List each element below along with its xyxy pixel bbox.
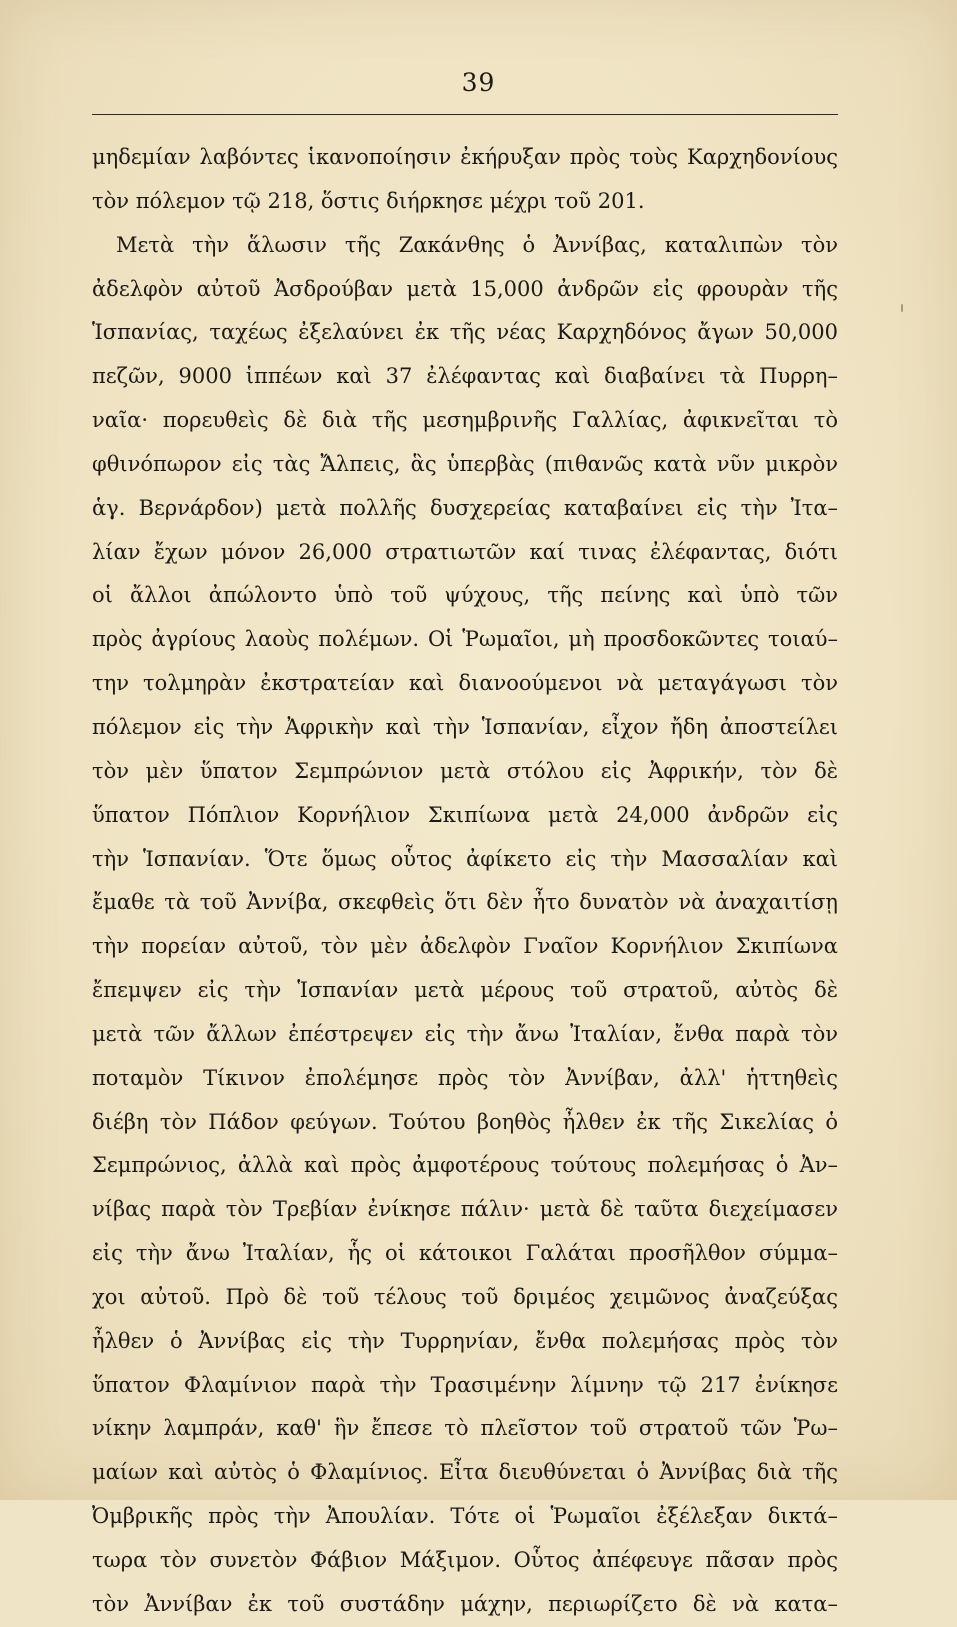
text-line: τὴν Ἱσπανίαν. Ὅτε ὅμως οὗτος ἀφίκετο εἰς τὴν Μασσαλίαν καὶ <box>92 846 838 871</box>
text-line: πόλεμον εἰς τὴν Ἀφρικὴν καὶ τὴν Ἱσπανίαν, εἶχον ἤδη ἀποστείλει <box>92 714 838 739</box>
text-line: οἱ ἄλλοι ἀπώλοντο ὑπὸ τοῦ ψύχους, τῆς πείνης καὶ ὑπὸ τῶν <box>92 583 838 608</box>
text-line: τωρα τὸν συνετὸν Φάβιον Μάξιμον. Οὗτος ἀπέφευγε πᾶσαν πρὸς <box>92 1548 838 1572</box>
text-line: λίαν ἔχων μόνον 26,000 στρατιωτῶν καί τινας ἐλέφαντας, διότι <box>92 539 838 564</box>
text-line: ἦλθεν ὁ Ἀννίβας εἰς τὴν Τυρρηνίαν, ἔνθα πολεμήσας πρὸς τὸν <box>92 1328 838 1353</box>
text-line: χοι αὐτοῦ. Πρὸ δὲ τοῦ τέλους τοῦ δριμέος χειμῶνος ἀναζεύξας <box>92 1284 838 1309</box>
text-line: ἔπεμψεν εἰς τὴν Ἱσπανίαν μετὰ μέρους τοῦ στρατοῦ, αὐτὸς δὲ <box>92 978 838 1003</box>
text-line: την τολμηρὰν ἐκστρατείαν καὶ διανοούμενοι νὰ μεταγάγωσι τὸν <box>92 671 838 696</box>
text-line: Σεμπρώνιος, ἀλλὰ καὶ πρὸς ἀμφοτέρους τούτους πολεμήσας ὁ Ἀν– <box>92 1153 838 1178</box>
text-line: μαίων καὶ αὐτὸς ὁ Φλαμίνιος. Εἶτα διευθύνεται ὁ Ἀννίβας διὰ τῆς <box>92 1460 838 1485</box>
text-line: Ἱσπανίας, ταχέως ἐξελαύνει ἐκ τῆς νέας Καρχηδόνος ἄγων 50,000 <box>92 320 838 345</box>
text-line: πεζῶν, 9000 ἱππέων καὶ 37 ἐλέφαντας καὶ διαβαίνει τὰ Πυρρη– <box>92 364 838 389</box>
text-line: εἰς τὴν ἄνω Ἰταλίαν, ἧς οἱ κάτοικοι Γαλάται προσῆλθον σύμμα– <box>92 1241 838 1266</box>
text-line: μηδεμίαν λαβόντες ἱκανοποίησιν ἐκήρυξαν πρὸς τοὺς Καρχηδονίους <box>92 145 838 169</box>
text-line: τὸν Ἀννίβαν ἐκ τοῦ συστάδην μάχην, περιωρίζετο δὲ νὰ κατα– <box>92 1591 838 1616</box>
text-line: Μετὰ τὴν ἅλωσιν τῆς Ζακάνθης ὁ Ἀννίβας, καταλιπὼν τὸν <box>116 232 838 257</box>
paper-speck <box>901 304 903 312</box>
text-line: ποταμὸν Τίκινον ἐπολέμησε πρὸς τὸν Ἀννίβαν, ἀλλ' ἡττηθεὶς <box>92 1065 838 1090</box>
text-line: διέβη τὸν Πάδον φεύγων. Τούτου βοηθὸς ἦλθεν ἐκ τῆς Σικελίας ὁ <box>92 1109 838 1134</box>
text-line: τὸν πόλεμον τῷ 218, ὅστις διήρκησε μέχρι τοῦ 201. <box>92 188 645 213</box>
text-line: ἔμαθε τὰ τοῦ Ἀννίβα, σκεφθεὶς ὅτι δὲν ἦτο δυνατὸν νὰ ἀναχαιτίσῃ <box>92 890 838 915</box>
text-line: ναῖα· πορευθεὶς δὲ διὰ τῆς μεσημβρινῆς Γαλλίας, ἀφικνεῖται τὸ <box>92 408 838 433</box>
text-line: ἀδελφὸν αὐτοῦ Ἀσδρούβαν μετὰ 15,000 ἀνδρῶν εἰς φρουρὰν τῆς <box>92 276 838 301</box>
text-line: φθινόπωρον εἰς τὰς Ἄλπεις, ἃς ὑπερβὰς (πιθανῶς κατὰ νῦν μικρὸν <box>92 451 838 476</box>
text-line: τὸν μὲν ὕπατον Σεμπρώνιον μετὰ στόλου εἰς Ἀφρικήν, τὸν δὲ <box>92 758 838 783</box>
text-line: μετὰ τῶν ἄλλων ἐπέστρεψεν εἰς τὴν ἄνω Ἰταλίαν, ἔνθα παρὰ τὸν <box>92 1021 838 1046</box>
text-line: νίκην λαμπράν, καθ' ἣν ἔπεσε τὸ πλεῖστον τοῦ στρατοῦ τῶν Ῥω– <box>92 1416 838 1441</box>
text-line: Ὀμβρικῆς πρὸς τὴν Ἀπουλίαν. Τότε οἱ Ῥωμαῖοι ἐξέλεξαν δικτά– <box>92 1504 838 1529</box>
text-line: ἁγ. Βερνάρδον) μετὰ πολλῆς δυσχερείας καταβαίνει εἰς τὴν Ἰτα– <box>92 495 838 520</box>
body-text <box>92 136 838 1627</box>
text-line: ὕπατον Πόπλιον Κορνήλιον Σκιπίωνα μετὰ 24,000 ἀνδρῶν εἰς <box>92 802 838 827</box>
text-line: πρὸς ἀγρίους λαοὺς πολέμων. Οἱ Ῥωμαῖοι, μὴ προσδοκῶντες τοιαύ– <box>92 627 838 652</box>
header-rule <box>92 114 838 115</box>
text-line: νίβας παρὰ τὸν Τρεβίαν ἐνίκησε πάλιν· μετὰ δὲ ταῦτα διεχείμασεν <box>92 1197 838 1222</box>
page-number: 39 <box>461 68 496 97</box>
text-line: ὕπατον Φλαμίνιον παρὰ τὴν Τρασιμένην λίμνην τῷ 217 ἐνίκησε <box>92 1372 838 1397</box>
text-line: τὴν πορείαν αὐτοῦ, τὸν μὲν ἀδελφὸν Γναῖον Κορνήλιον Σκιπίωνα <box>92 934 838 959</box>
